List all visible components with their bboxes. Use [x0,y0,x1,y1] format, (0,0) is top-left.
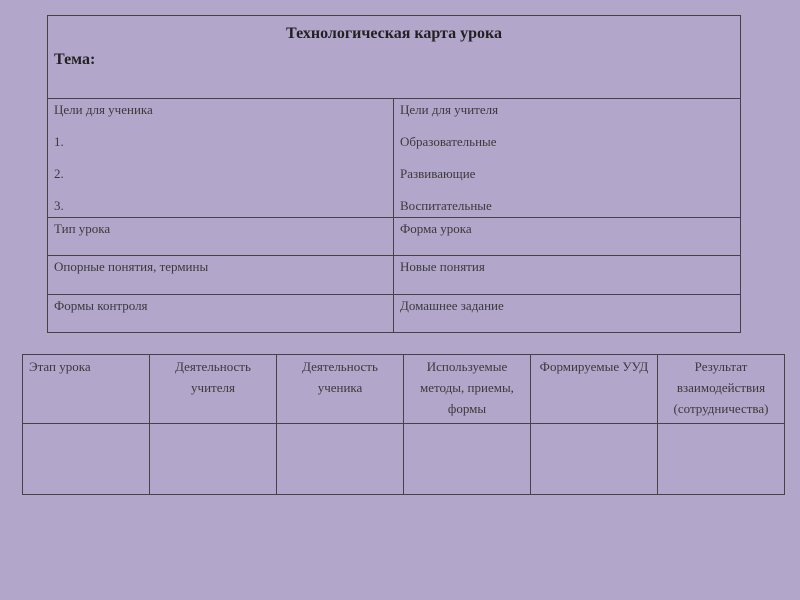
column-header-uud: Формируемые УУД [531,355,658,424]
homework-cell: Домашнее задание [394,295,741,333]
teacher-goal-item: Образовательные [400,134,497,149]
column-header-stage: Этап урока [23,355,150,424]
student-goals-cell [48,99,394,218]
empty-cell [277,424,404,495]
table-row [23,424,785,495]
column-header-student-activity: Деятельность ученика [277,355,404,424]
empty-cell [150,424,277,495]
card-title-cell [48,16,741,99]
column-header-teacher-activity: Деятельность учителя [150,355,277,424]
teacher-goals-heading: Цели для учителя [400,102,499,117]
stages-header-row [23,355,785,424]
student-goal-item: 3. [54,198,64,213]
card-title: Технологическая карта урока [286,25,502,42]
lesson-stages-table [22,354,785,495]
control-forms-cell: Формы контроля [48,295,394,333]
student-goals-heading: Цели для ученика [54,102,153,117]
column-header-methods: Используемые методы, приемы, формы [404,355,531,424]
teacher-goal-item: Развивающие [400,166,476,181]
empty-cell [531,424,658,495]
key-terms-cell: Опорные понятия, термины [48,256,394,295]
teacher-goal-item: Воспитательные [400,198,492,213]
lesson-form-cell: Форма урока [394,218,741,256]
lesson-card-table [47,15,741,333]
new-terms-cell: Новые понятия [394,256,741,295]
student-goal-item: 2. [54,166,64,181]
student-goal-item: 1. [54,134,64,149]
empty-cell [658,424,785,495]
empty-cell [404,424,531,495]
empty-cell [23,424,150,495]
column-header-result: Результат взаимодействия (сотрудничества) [658,355,785,424]
lesson-type-cell: Тип урока [48,218,394,256]
topic-label: Тема: [54,51,96,68]
teacher-goals-cell [394,99,741,218]
